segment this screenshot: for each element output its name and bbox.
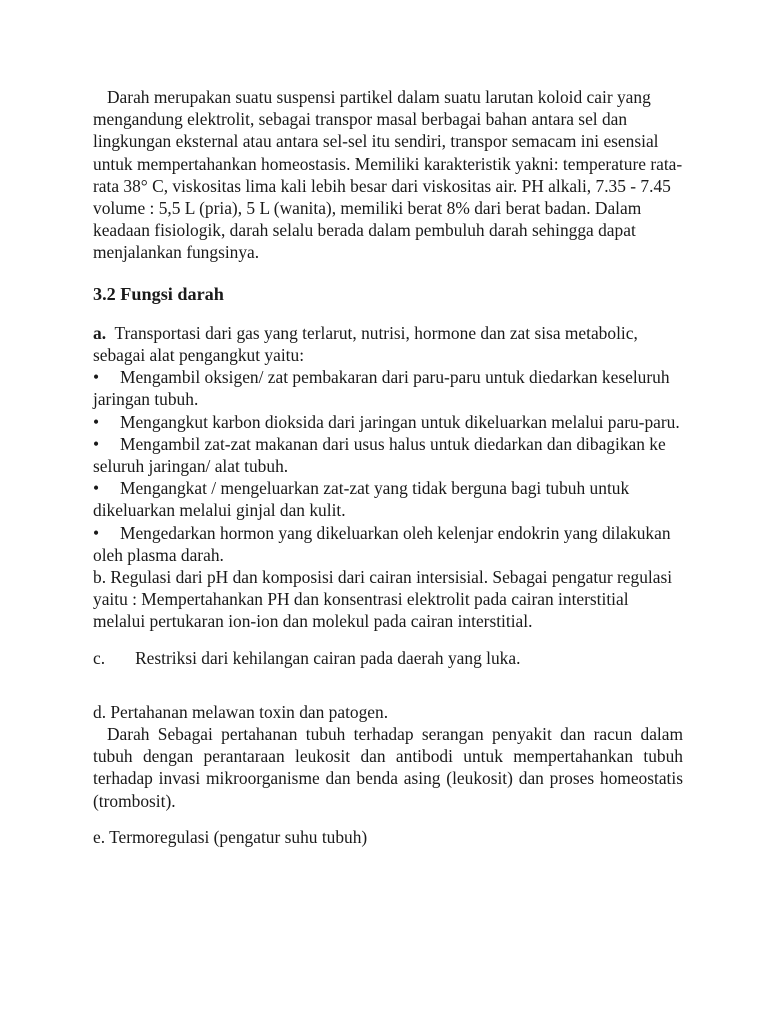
bullet-text: Mengambil oksigen/ zat pembakaran dari paru-paru untuk diedarkan keseluruh jaringan tubuh. (93, 367, 670, 410)
bullet-text: Mengangkat / mengeluarkan zat-zat yang tidak berguna bagi tubuh untuk dikeluarkan melalui ginjal dan kulit. (93, 478, 630, 521)
item-d-body: Darah Sebagai pertahanan tubuh terhadap serangan penyakit dan racun dalam tubuh dengan perantaraan leukosit dan antibodi untuk mempertahankan tubuh terhadap invasi mikroorganisme dan benda asing (leukosit) dan proses homeostatis (trombosit). (93, 724, 683, 811)
item-a-paragraph (93, 322, 683, 366)
bullet-item (93, 433, 683, 477)
item-e-paragraph: e. Termoregulasi (pengatur suhu tubuh) (93, 826, 368, 847)
bullet-glyph: • (93, 478, 100, 499)
bullet-text: Mengambil zat-zat makanan dari usus halus untuk diedarkan dan dibagikan ke seluruh jaringan/ alat tubuh. (93, 433, 666, 477)
bullet-glyph: • (93, 411, 100, 432)
bullet-text: Mengangkut karbon dioksida dari jaringan untuk dikeluarkan melalui paru-paru. (120, 411, 680, 432)
bullet-glyph: • (93, 433, 100, 454)
item-a-marker: a. (93, 322, 107, 343)
bullet-glyph: • (93, 367, 100, 388)
item-b-paragraph: b. Regulasi dari pH dan komposisi dari cairan intersisial. Sebagai pengatur regulasi yaitu : Mempertahankan PH dan konsentrasi elektrolit pada cairan interstitial melalui pertukaran ion-ion dan molekul pada cairan interstitial. (93, 567, 673, 632)
bullet-item (93, 411, 683, 433)
document-page (93, 86, 683, 848)
bullet-item (93, 366, 683, 410)
item-d-title: d. Pertahanan melawan toxin dan patogen. (93, 701, 389, 722)
bullet-item (93, 522, 683, 566)
section-heading: 3.2 Fungsi darah (93, 283, 224, 304)
item-c-marker: c. (93, 647, 106, 668)
bullet-item (93, 477, 683, 521)
bullet-glyph: • (93, 522, 100, 543)
item-c-text: Restriksi dari kehilangan cairan pada daerah yang luka. (135, 647, 521, 668)
bullet-text: Mengedarkan hormon yang dikeluarkan oleh kelenjar endokrin yang dilakukan oleh plasma darah. (93, 522, 671, 565)
item-a-text: Transportasi dari gas yang terlarut, nutrisi, hormone dan zat sisa metabolic, sebagai alat pengangkut yaitu: (93, 322, 638, 366)
intro-paragraph: Darah merupakan suatu suspensi partikel dalam suatu larutan koloid cair yang mengandung elektrolit, sebagai transpor masal berbagai bahan antara sel dan lingkungan eksternal atau antara sel-sel itu sendiri, transpor semacam ini esensial untuk mempertahankan homeostasis. Memiliki karakteristik yakni: temperature rata-rata 38° C, viskositas lima kali lebih besar dari viskositas air. PH alkali, 7.35 - 7.45 volume : 5,5 L (pria), 5 L (wanita), memiliki berat 8% dari berat badan. Dalam keadaan fisiologik, darah selalu berada dalam pembuluh darah sehingga dapat menjalankan fungsinya. (93, 87, 683, 263)
item-c-paragraph (93, 647, 683, 669)
